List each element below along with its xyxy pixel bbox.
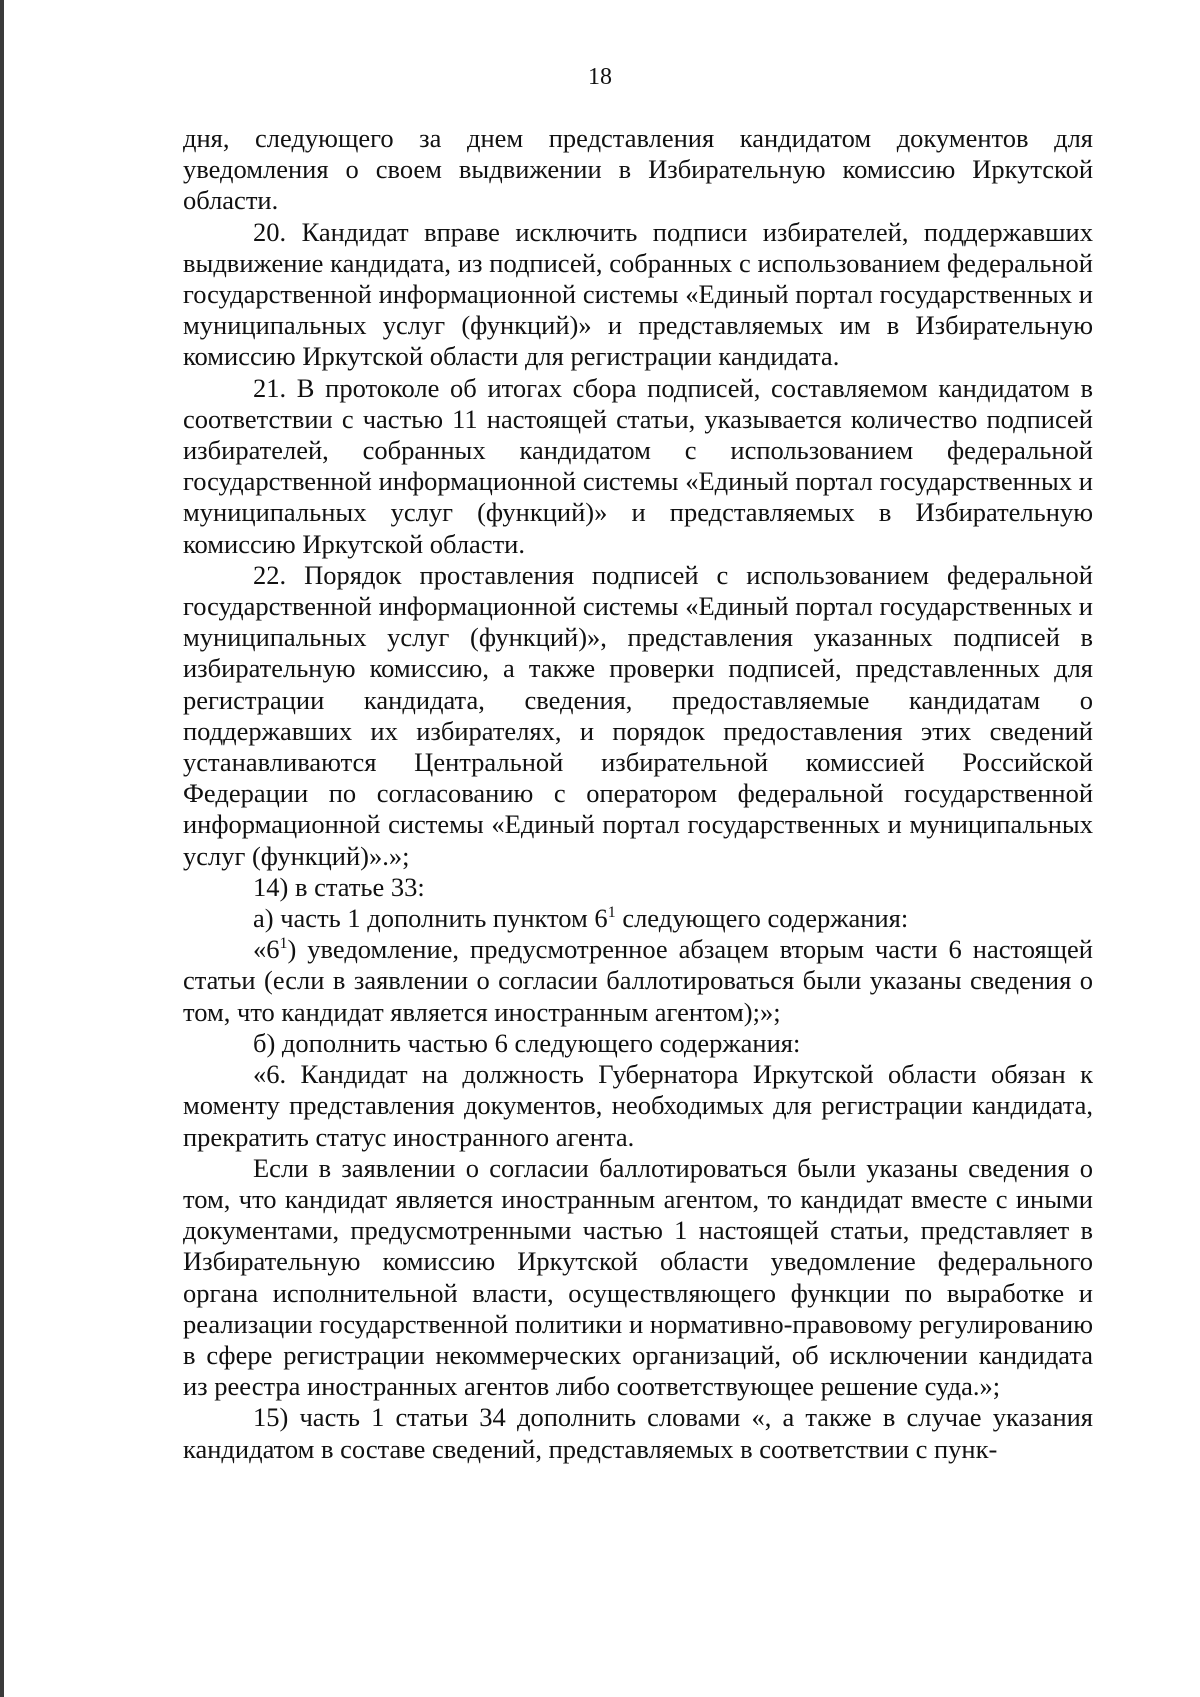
paragraph-foreign-agent-notice: Если в заявлении о согласии баллотироваться были указаны сведения о том, что кандидат является иностранным агентом, то кандидат вместе с иными документами, предусмотренными частью 1 настоящей статьи, представляет в Избирательную комиссию Иркутской области уведомление федерального органа исполнительной власти, осуществляющего функции по выработке и реализации государственной политики и нормативно-правовому регулированию в сфере регистрации некоммерческих организаций, об исключении кандидата из реестра иностранных агентов либо соответствующее решение суда.»; [183, 1152, 1093, 1402]
text-fragment: «6 [253, 934, 280, 965]
paragraph-quoted-part-6: «6. Кандидат на должность Губернатора Иркутской области обязан к моменту представления документов, необходимых для регистрации кандидата, прекратить статус иностранного агента. [183, 1059, 1093, 1152]
paragraph-item-20: 20. Кандидат вправе исключить подписи избирателей, поддержавших выдвижение кандидата, из подписей, собранных с использованием федеральной государственной информационной системы «Единый портал государственных и муниципальных услуг (функций)» и представляемых им в Избирательную комиссию Иркутской области для регистрации кандидата. [183, 216, 1093, 372]
text-fragment: следующего содержания: [615, 903, 909, 934]
superscript: 1 [279, 935, 288, 953]
paragraph-subitem-b: б) дополнить частью 6 следующего содержания: [253, 1027, 801, 1058]
scan-edge [0, 0, 4, 1697]
page-number: 18 [588, 64, 612, 90]
document-body [183, 123, 1093, 1465]
paragraph-amendment-15: 15) часть 1 статьи 34 дополнить словами «, а также в случае указания кандидатом в составе сведений, представляемых в соответствии с пунк- [183, 1402, 1093, 1464]
superscript: 1 [607, 904, 616, 922]
paragraph-continuation: дня, следующего за днем представления кандидатом документов для уведомления о своем выдвижении в Избирательную комиссию Иркутской области. [183, 123, 1093, 216]
paragraph-item-22: 22. Порядок проставления подписей с использованием федеральной государственной информационной системы «Единый портал государственных и муниципальных услуг (функций)», представления указанных подписей в избирательную комиссию, а также проверки подписей, представленных для регистрации кандидата, сведения, предоставляемые кандидатам о поддержавших их избирателях, и порядок предоставления этих сведений устанавливаются Центральной избирательной комиссией Российской Федерации по согласованию с оператором федеральной государственной информационной системы «Единый портал государственных и муниципальных услуг (функций)».»; [183, 559, 1093, 871]
paragraph-subitem-a [183, 903, 1093, 934]
text-fragment: а) часть 1 дополнить пунктом 6 [253, 903, 608, 934]
paragraph-quoted-item-6-1 [183, 934, 1093, 1028]
paragraph-item-21: 21. В протоколе об итогах сбора подписей, составляемом кандидатом в соответствии с частью 11 настоящей статьи, указывается количество подписей избирателей, собранных кандидатом с использованием федеральной государственной информационной системы «Единый портал государственных и муниципальных услуг (функций)» и представляемых в Избирательную комиссию Иркутской области. [183, 372, 1093, 559]
paragraph-amendment-14: 14) в статье 33: [253, 871, 425, 902]
text-fragment: ) уведомление, предусмотренное абзацем вторым части 6 настоящей статьи (если в заявлении о согласии баллотироваться были указаны сведения о том, что кандидат является иностранным агентом);»; [183, 934, 1093, 1027]
